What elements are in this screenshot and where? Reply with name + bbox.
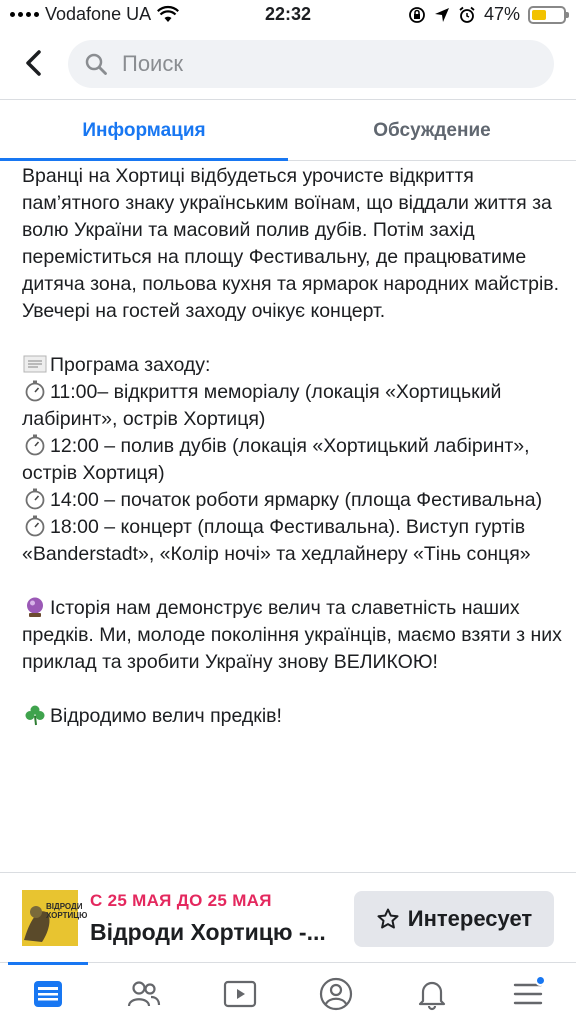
battery-fill — [532, 10, 546, 20]
back-button[interactable] — [18, 48, 48, 78]
menu-badge — [535, 975, 546, 986]
event-title[interactable]: Відроди Хортицю -... — [90, 919, 326, 945]
interested-button[interactable] — [354, 891, 554, 947]
status-right — [408, 4, 566, 25]
event-thumbnail[interactable] — [22, 890, 88, 946]
friends-icon — [126, 979, 162, 1009]
event-description — [22, 163, 562, 730]
search-icon — [82, 50, 110, 78]
orientation-lock-icon — [408, 6, 426, 24]
tab-discussion[interactable]: Обсуждение — [373, 120, 491, 141]
crystal-ball-icon — [22, 596, 48, 618]
nav-notifications[interactable] — [384, 963, 480, 1024]
search-header — [0, 30, 576, 100]
event-footer — [0, 872, 576, 962]
search-input[interactable] — [122, 51, 522, 77]
stopwatch-icon — [22, 434, 48, 456]
nav-menu[interactable] — [480, 963, 576, 1024]
history-paragraph: Історія нам демонструє велич та славетність наших предків. Ми, молоде покоління українців, маємо взяти з них приклад та зробити Україну знову ВЕЛИКОЮ! — [22, 597, 562, 673]
news-feed-icon — [32, 979, 64, 1009]
star-icon — [376, 907, 400, 931]
status-time: 22:32 — [264, 4, 312, 24]
location-icon — [434, 7, 450, 23]
battery-percent: 47% — [483, 4, 520, 24]
program-heading: Програма заходу: — [50, 354, 211, 376]
bottom-nav — [0, 962, 576, 1024]
battery-icon — [528, 6, 566, 24]
event-thumbnail-text: ВІДРОДИ ХОРТИЦЮ — [46, 902, 88, 920]
stopwatch-icon — [22, 488, 48, 510]
carrier-label: Vodafone UA — [45, 4, 152, 24]
tab-information[interactable]: Информация — [0, 101, 288, 160]
program-heading-line — [22, 352, 562, 379]
intro-paragraph: Вранці на Хортиці відбудеться урочисте відкриття пам’ятного знаку українським воїнам, що віддали життя за волю України та масовий полив дубів. Потім захід переміститься на площу Фестивальну, де працюватиме дитяча зона, польова кухня та ярмарок народних майстрів. Увечері на гостей заходу очікує концерт. — [22, 165, 560, 322]
program-item: 14:00 – початок роботи ярмарку (площа Фестивальна) — [22, 487, 562, 514]
watch-icon — [223, 979, 257, 1009]
chevron-left-icon — [24, 49, 42, 77]
nav-news-feed[interactable] — [0, 963, 96, 1024]
interested-label: Интересует — [407, 906, 533, 931]
nav-friends[interactable] — [96, 963, 192, 1024]
event-date: С 25 МАЯ ДО 25 МАЯ — [90, 891, 272, 910]
scroll-icon — [22, 353, 48, 375]
program-item: 18:00 – концерт (площа Фестивальна). Виступ гуртів «Banderstadt», «Колір ночі» та хедлайнеру «Тінь сонця» — [22, 516, 531, 565]
profile-icon — [319, 977, 353, 1011]
search-bar[interactable] — [68, 40, 554, 88]
nav-profile[interactable] — [288, 963, 384, 1024]
shamrock-icon — [22, 704, 48, 726]
closing-line: Відродимо велич предків! — [22, 703, 562, 730]
stopwatch-icon — [22, 515, 48, 537]
program-item: 11:00– відкриття меморіалу (локація «Хортицький лабіринт», острів Хортиця) — [22, 381, 502, 430]
event-tabs — [0, 101, 576, 161]
status-bar — [0, 0, 576, 30]
nav-watch[interactable] — [192, 963, 288, 1024]
stopwatch-icon — [22, 380, 48, 402]
notifications-icon — [417, 978, 447, 1010]
alarm-icon — [458, 6, 476, 24]
program-item: 12:00 – полив дубів (локація «Хортицький лабіринт», острів Хортиця) — [22, 435, 530, 484]
